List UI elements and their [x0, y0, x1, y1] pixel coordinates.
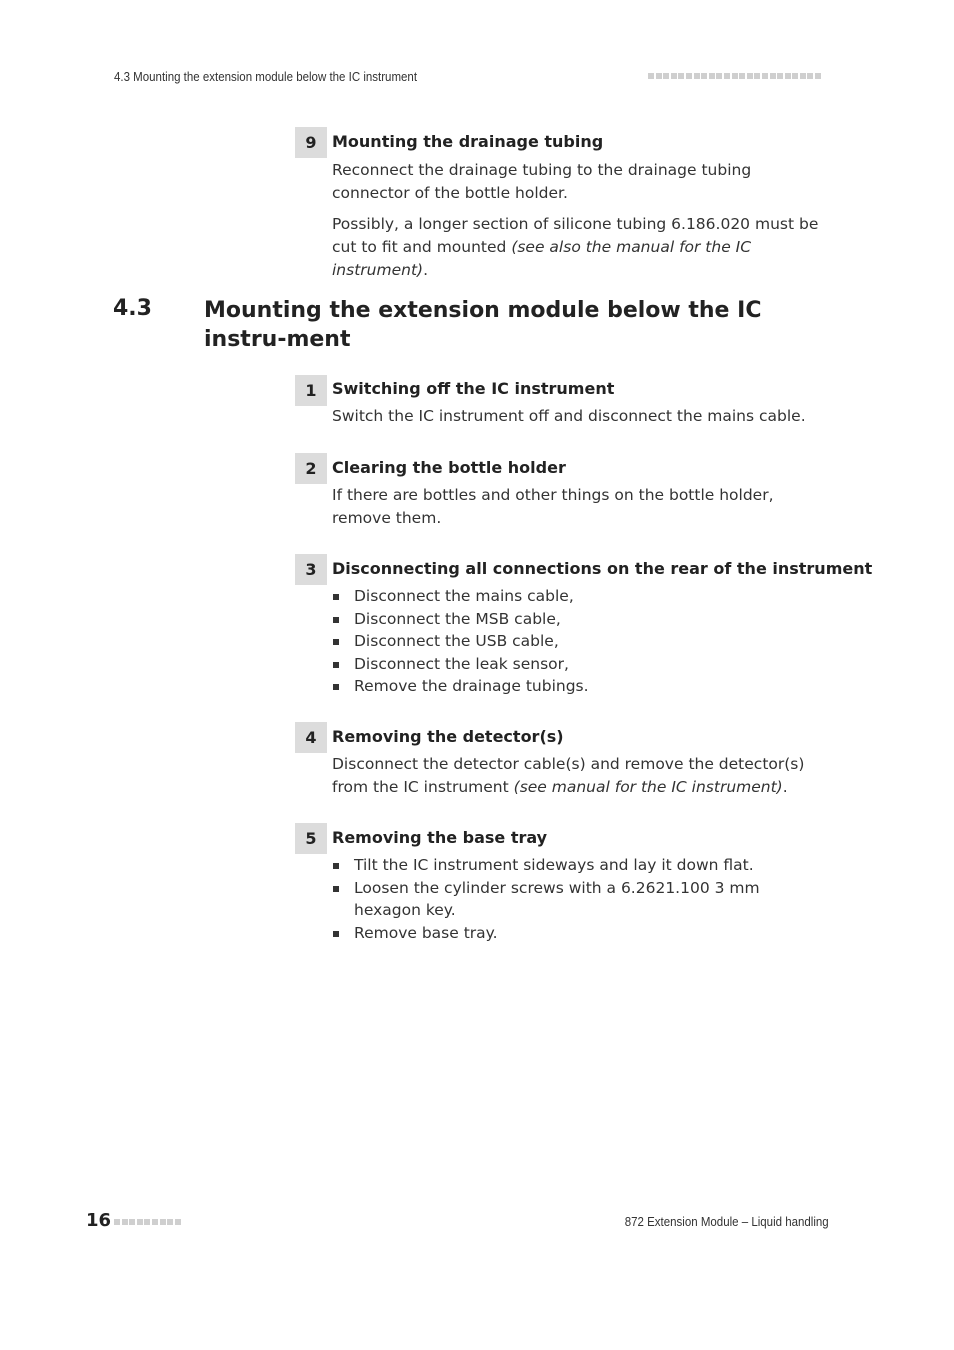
- step-number-1: 1: [295, 375, 327, 406]
- list-item: Tilt the IC instrument sideways and lay it down flat.: [332, 854, 822, 877]
- list-item: Remove the drainage tubings.: [332, 675, 822, 698]
- list-item: Loosen the cylinder screws with a 6.2621.100 3 mm hexagon key.: [332, 877, 822, 922]
- step-title-3: Disconnecting all connections on the rear of the instrument: [332, 559, 873, 578]
- step-title-9: Mounting the drainage tubing: [332, 132, 604, 151]
- footer-document-title: 872 Extension Module – Liquid handling: [625, 1215, 829, 1229]
- header-decoration: [648, 73, 821, 79]
- step-title-5: Removing the base tray: [332, 828, 548, 847]
- step-number-9: 9: [295, 127, 327, 158]
- step-number-5: 5: [295, 823, 327, 854]
- step-title-4: Removing the detector(s): [332, 727, 564, 746]
- step-title-1: Switching off the IC instrument: [332, 379, 615, 398]
- list-item: Disconnect the USB cable,: [332, 630, 822, 653]
- step-1-text: Switch the IC instrument off and disconnect the mains cable.: [332, 407, 806, 425]
- manual-reference: (see manual for the IC instrument): [513, 778, 783, 796]
- step-3-bullet-list: [332, 585, 822, 698]
- step-number-2: 2: [295, 453, 327, 484]
- footer-decoration: [114, 1219, 181, 1225]
- step-2-text: If there are bottles and other things on the bottle holder, remove them.: [332, 486, 774, 527]
- step-5-bullet-list: [332, 854, 822, 944]
- step-4-text: Disconnect the detector cable(s) and remove the detector(s) from the IC instrument (see manual for the IC instrument).: [332, 755, 805, 796]
- step-number-3: 3: [295, 554, 327, 585]
- step-number-4: 4: [295, 722, 327, 753]
- step-9-paragraph-1: Reconnect the drainage tubing to the drainage tubing connector of the bottle holder.: [332, 161, 752, 202]
- section-title: Mounting the extension module below the IC instru-ment: [204, 298, 762, 352]
- running-header: 4.3 Mounting the extension module below the IC instrument: [114, 70, 418, 84]
- list-item: Disconnect the leak sensor,: [332, 653, 822, 676]
- list-item: Remove base tray.: [332, 922, 822, 945]
- step-9-paragraph-2: Possibly, a longer section of silicone tubing 6.186.020 must be cut to fit and mounted (see also the manual for the IC instrument).: [332, 215, 819, 279]
- list-item: Disconnect the mains cable,: [332, 585, 822, 608]
- step-title-2: Clearing the bottle holder: [332, 458, 566, 477]
- section-number: 4.3: [113, 296, 152, 321]
- manual-reference: (see also the manual for the IC instrument): [332, 238, 752, 279]
- page-number: 16: [86, 1210, 112, 1231]
- list-item: Disconnect the MSB cable,: [332, 608, 822, 631]
